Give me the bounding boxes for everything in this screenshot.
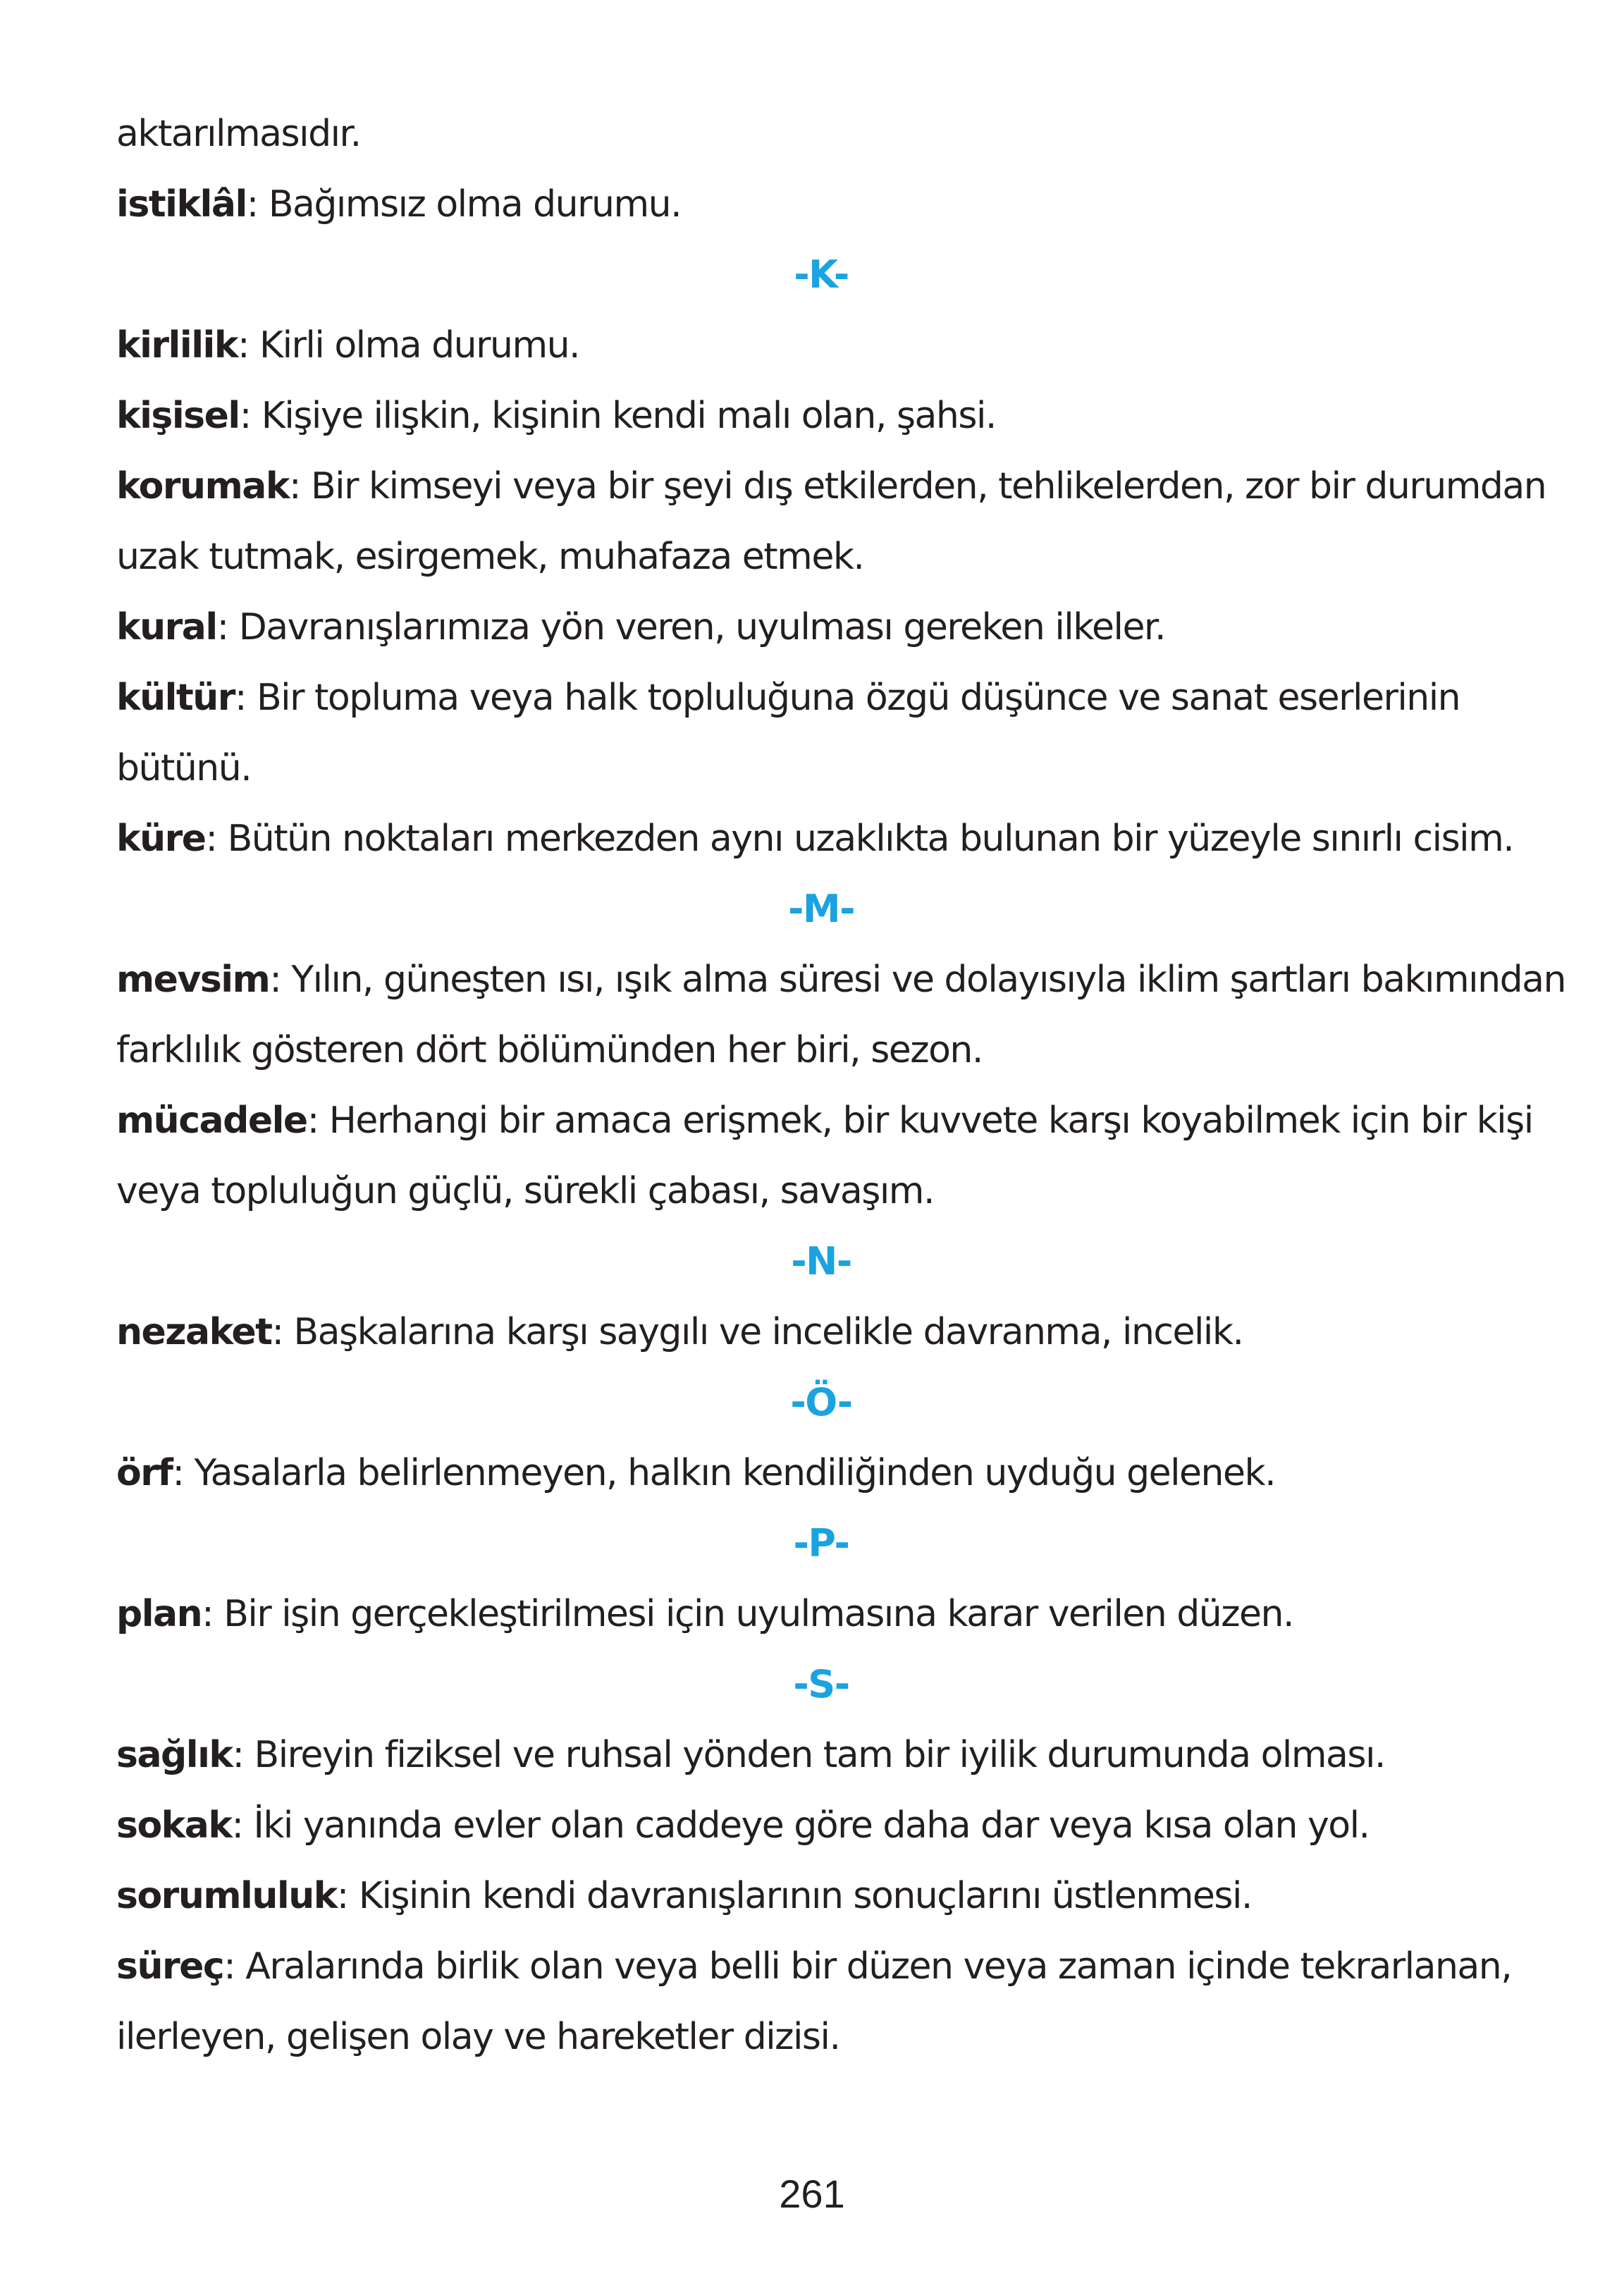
entry-kirlilik: [116, 310, 1498, 381]
entry-orf: [116, 1438, 1498, 1508]
term: mevsim: [116, 959, 270, 1001]
definition: : İki yanında evler olan caddeye göre daha dar veya kısa olan yol.: [231, 1804, 1370, 1847]
definition-continued: veya topluluğun güçlü, sürekli çabası, savaşım.: [116, 1170, 934, 1212]
entry-sorumluluk: [116, 1861, 1498, 1931]
term: korumak: [116, 465, 289, 507]
term: nezaket: [116, 1311, 272, 1353]
definition: : Kişinin kendi davranışlarının sonuçlarını üstlenmesi.: [336, 1875, 1252, 1917]
term: örf: [116, 1452, 173, 1494]
entry-istiklal: [116, 169, 1498, 240]
term: plan: [116, 1593, 202, 1635]
entry-plan: [116, 1579, 1498, 1649]
term: mücadele: [116, 1100, 307, 1142]
definition: : Bağımsız olma durumu.: [246, 183, 682, 226]
term: istiklâl: [116, 183, 247, 226]
entry-mevsim: [116, 944, 1565, 1015]
entry-saglik: [116, 1720, 1498, 1790]
definition-continued: bütünü.: [116, 747, 252, 789]
section-header-n: -N-: [791, 1239, 851, 1283]
definition: : Kirli olma durumu.: [237, 324, 580, 367]
entry-surec-cont: [116, 2002, 1498, 2072]
entry-nezaket: [116, 1297, 1498, 1367]
entry-korumak: [116, 451, 1546, 522]
definition-continued: uzak tutmak, esirgemek, muhafaza etmek.: [116, 536, 864, 578]
definition: : Bir topluma veya halk topluluğuna özgü düşünce ve sanat eserlerinin: [234, 677, 1460, 719]
entry-kultur: [116, 663, 1498, 733]
definition: : Bireyin fiziksel ve ruhsal yönden tam bir iyilik durumunda olması.: [232, 1734, 1385, 1776]
section-header-s: -S-: [793, 1662, 849, 1706]
term: kişisel: [116, 395, 240, 437]
section-header-o: -Ö-: [790, 1380, 852, 1424]
definition: : Davranışlarımıza yön veren, uyulması gereken ilkeler.: [216, 606, 1166, 648]
definition: : Kişiye ilişkin, kişinin kendi malı olan, şahsi.: [239, 395, 996, 437]
definition: : Yasalarla belirlenmeyen, halkın kendiliğinden uyduğu gelenek.: [172, 1452, 1276, 1494]
entry-sokak: [116, 1790, 1498, 1861]
entry-kultur-cont: [116, 733, 1498, 804]
section-header-p: -P-: [793, 1521, 849, 1565]
definition: : Bir işin gerçekleştirilmesi için uyulmasına karar verilen düzen.: [202, 1593, 1293, 1635]
definition: : Bütün noktaları merkezden aynı uzaklıkta bulunan bir yüzeyle sınırlı cisim.: [205, 818, 1514, 860]
term: sorumluluk: [116, 1875, 337, 1917]
term: kirlilik: [116, 324, 238, 367]
term: kültür: [116, 677, 235, 719]
term: kural: [116, 606, 217, 648]
continuation-line: [116, 99, 1498, 169]
definition: : Yılın, güneşten ısı, ışık alma süresi ve dolayısıyla iklim şartları bakımından: [269, 959, 1565, 1001]
definition: : Başkalarına karşı saygılı ve incelikle davranma, incelik.: [271, 1311, 1243, 1353]
term: sokak: [116, 1804, 232, 1847]
definition-continued: farklılık gösteren dört bölümünden her biri, sezon.: [116, 1029, 983, 1071]
definition: : Herhangi bir amaca erişmek, bir kuvvete karşı koyabilmek için bir kişi: [307, 1100, 1533, 1142]
continuation-text: aktarılmasıdır.: [116, 113, 361, 155]
entry-kisisel: [116, 381, 1498, 451]
term: küre: [116, 818, 206, 860]
entry-kure: [116, 804, 1514, 874]
entry-kural: [116, 592, 1498, 663]
entry-korumak-cont: [116, 522, 1498, 592]
entry-surec: [116, 1931, 1512, 2002]
entry-mucadele-cont: [116, 1156, 1498, 1226]
page-number: 261: [779, 2172, 845, 2216]
section-header-k: -K-: [794, 252, 849, 297]
definition-continued: ilerleyen, gelişen olay ve hareketler dizisi.: [116, 2016, 840, 2058]
definition: : Bir kimseyi veya bir şeyi dış etkilerden, tehlikelerden, zor bir durumdan: [288, 465, 1546, 507]
term: sağlık: [116, 1734, 233, 1776]
entry-mucadele: [116, 1085, 1533, 1156]
glossary-page: [116, 99, 1565, 2072]
definition: : Aralarında birlik olan veya belli bir düzen veya zaman içinde tekrarlanan,: [223, 1945, 1512, 1988]
section-header-m: -M-: [787, 887, 855, 931]
entry-mevsim-cont: [116, 1015, 1498, 1085]
term: süreç: [116, 1945, 224, 1988]
